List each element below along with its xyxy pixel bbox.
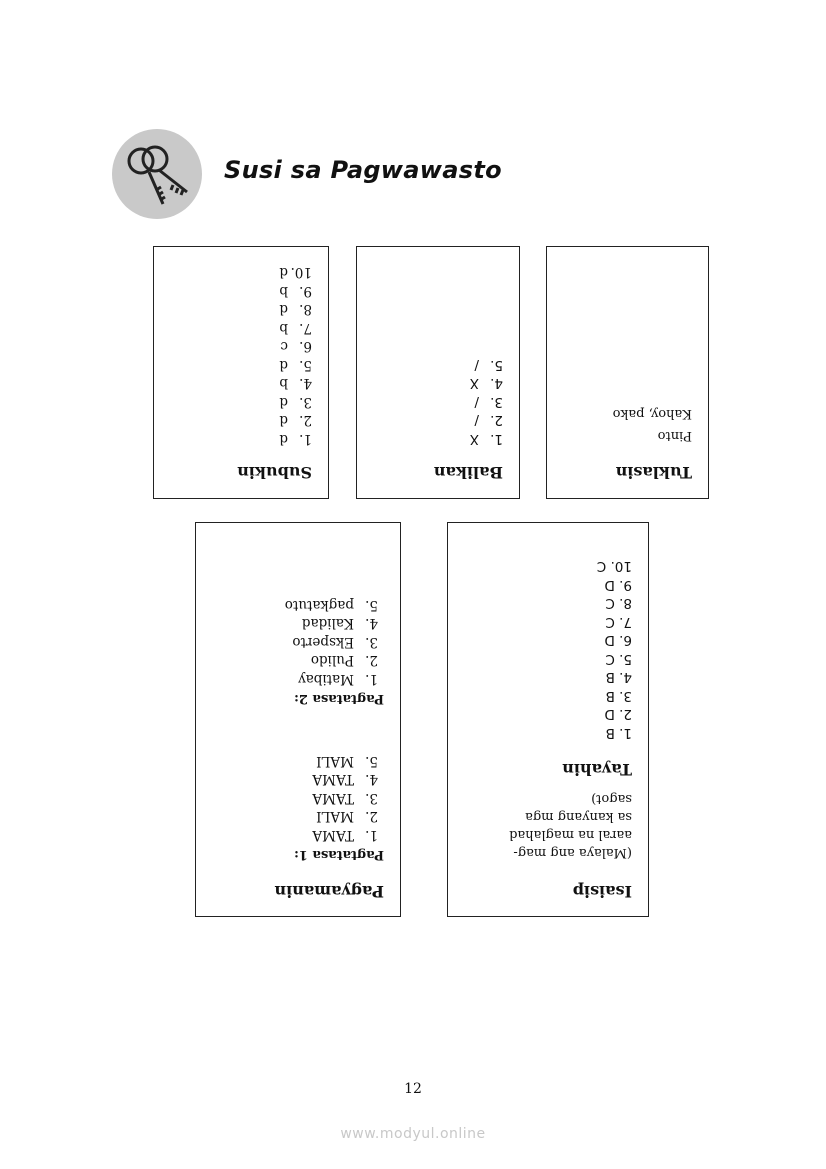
answer-line: Kahoy, pako <box>612 406 692 421</box>
keys-icon <box>111 128 203 220</box>
list-item: 6.c <box>280 338 312 355</box>
list-item: 5./ <box>474 357 503 373</box>
list-item: 5. C <box>605 651 632 667</box>
pagtatasa-2-list <box>285 596 378 689</box>
list-item: 8.d <box>279 301 312 318</box>
list-item: 10.d <box>279 264 312 281</box>
list-item: 10. C <box>596 558 632 575</box>
list-item: 4. B <box>605 669 632 686</box>
isaisip-line: sa kanyang mga <box>525 809 632 824</box>
card-title: Subukin <box>237 463 312 482</box>
list-item: 4.TAMA <box>312 771 378 788</box>
page-title: Susi sa Pagwawasto <box>224 156 502 184</box>
list-item: 3./ <box>474 394 503 410</box>
list-item: 1.d <box>279 431 312 447</box>
pagtatasa-1-label: Pagtatasa 1: <box>294 847 384 862</box>
list-item: 2.Pulido <box>310 652 378 669</box>
list-item: 2.MALI <box>316 808 378 825</box>
card-title-tayahin: Tayahin <box>562 760 632 779</box>
list-item: 3.d <box>279 394 312 410</box>
list-item: 5.d <box>279 357 312 373</box>
list-item: 5.pagkatuto <box>284 597 378 613</box>
list-item: 4.Kalidad <box>301 615 378 632</box>
list-item: 1. B <box>605 725 632 741</box>
answer-line: Pinto <box>657 428 692 443</box>
isaisip-line: sagot) <box>591 791 632 806</box>
list-item: 1.X <box>469 431 503 447</box>
pagtatasa-2-label: Pagtatasa 2: <box>294 691 384 706</box>
list-item: 9.b <box>279 283 312 299</box>
list-item: 2.d <box>279 412 312 429</box>
page-number: 12 <box>404 1081 422 1097</box>
card-title-isaisip: Isaisip <box>572 882 632 901</box>
list-item: 3.TAMA <box>312 790 378 806</box>
list-item: 8. C <box>605 595 632 612</box>
list-item: 9. D <box>604 577 632 593</box>
list-item: 4.b <box>279 375 312 392</box>
list-item: 4.X <box>469 375 503 392</box>
card-subukin <box>153 246 329 499</box>
card-tuklasin <box>546 246 709 499</box>
list-item: 3. B <box>605 688 632 704</box>
tayahin-list <box>597 557 632 742</box>
list-item: 7.b <box>279 320 312 336</box>
card-balikan <box>356 246 520 499</box>
list-item: 2./ <box>474 412 503 429</box>
list-item: 2. D <box>604 706 632 723</box>
isaisip-line: aaral na maglahad <box>509 827 632 842</box>
card-isaisip-tayahin <box>447 522 649 917</box>
list-item: 5.MALI <box>316 753 378 769</box>
answer-list <box>279 263 312 448</box>
answer-list <box>470 356 503 449</box>
card-pagyamanin <box>195 522 401 917</box>
list-item: 6. D <box>604 632 632 649</box>
pagtatasa-1-list <box>312 752 378 845</box>
card-title: Balikan <box>433 463 503 482</box>
card-title: Tuklasin <box>615 463 692 482</box>
list-item: 1.Matibay <box>298 671 378 687</box>
list-item: 3.Eksperto <box>292 634 378 650</box>
list-item: 1.TAMA <box>312 827 378 843</box>
watermark: www.modyul.online <box>340 1126 486 1142</box>
list-item: 7. C <box>605 614 632 630</box>
isaisip-line: (Malaya ang mag- <box>513 845 632 860</box>
card-title: Pagyamanin <box>274 882 384 901</box>
